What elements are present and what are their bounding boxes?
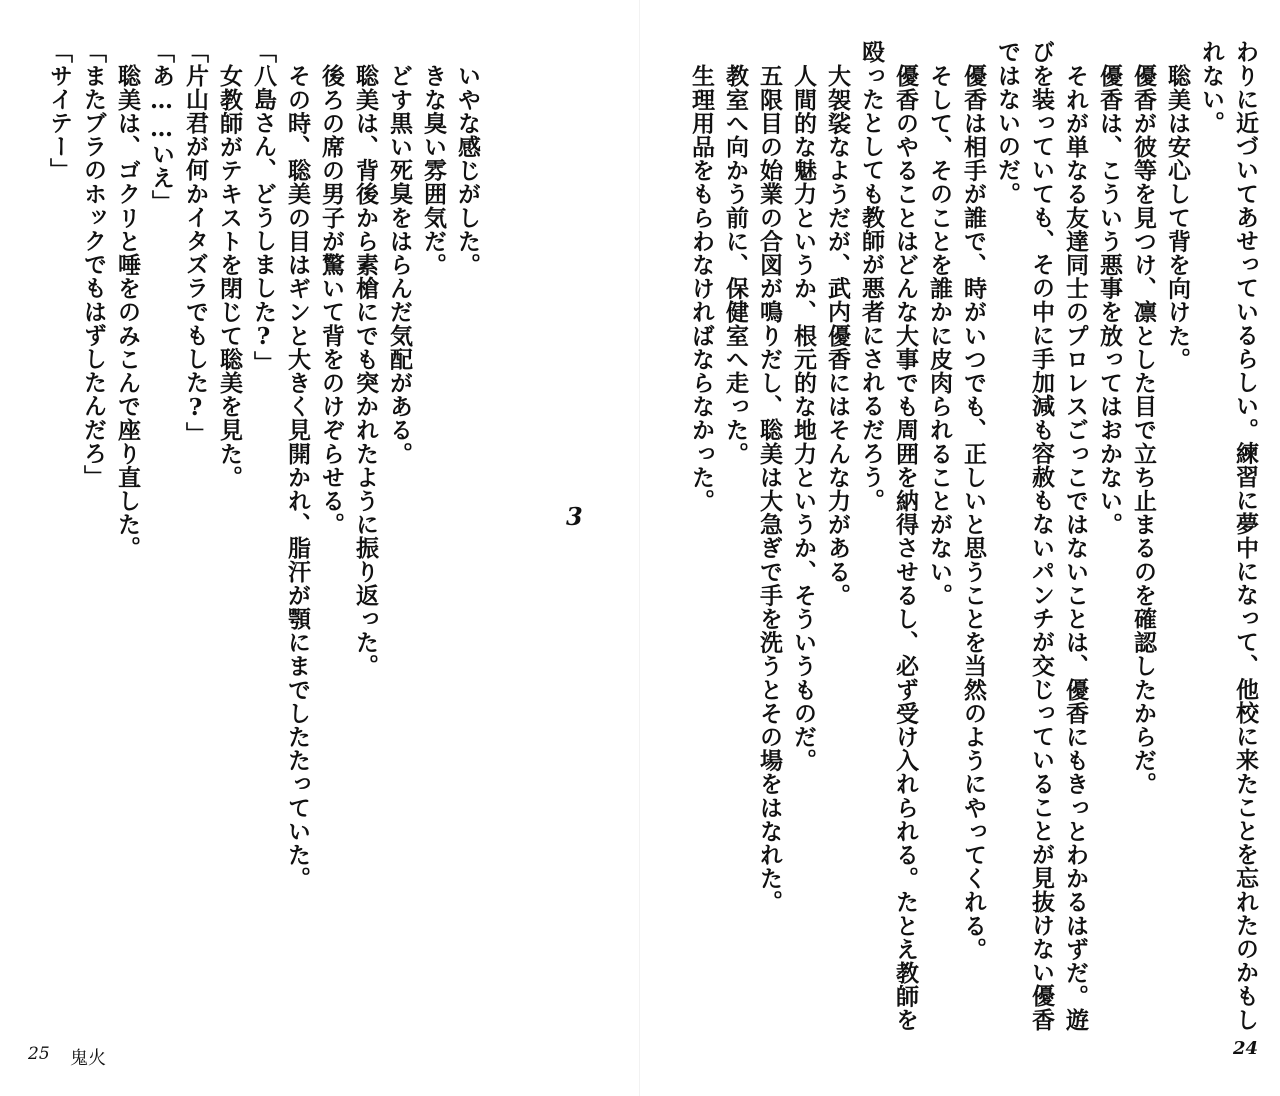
text-column: それが単なる友達同士のプロレスごっこではないことは、優香にもきっとわかるはずだ。遊	[1062, 64, 1089, 1032]
text-column: れない。	[1198, 40, 1225, 135]
dialogue-line: 「サイテー」	[46, 40, 73, 182]
text-column: びを装っていても、その中に手加減も容赦もないパンチが交じっていることが見抜けない優香	[1028, 40, 1055, 1032]
dialogue-line: 「あ……いえ」	[148, 40, 175, 214]
text-column: そして、そのことを誰かに皮肉られることがない。	[926, 64, 953, 607]
page-number-right: 24	[1233, 1038, 1259, 1059]
text-column: 大袈裟なようだが、武内優香にはそんな力がある。	[824, 64, 851, 607]
text-column: 五限目の始業の合図が鳴りだし、聡美は大急ぎで手を洗うとその場をはなれた。	[756, 64, 783, 914]
page-number-left: 25	[28, 1044, 50, 1064]
text-column: 生理用品をもらわなければならなかった。	[688, 64, 715, 513]
text-column: その時、聡美の目はギンと大きく見開かれ、脂汗が顎にまでしたたっていた。	[284, 64, 311, 890]
text-column: 後ろの席の男子が驚いて背をのけぞらせる。	[318, 64, 345, 536]
text-column: ではないのだ。	[994, 40, 1021, 206]
text-column: 人間的な魅力というか、根元的な地力というか、そういうものだ。	[790, 64, 817, 772]
text-column: 優香は、こういう悪事を放ってはおかない。	[1096, 64, 1123, 536]
text-column: 優香が彼等を見つけ、凛とした目で立ち止まるのを確認したからだ。	[1130, 64, 1157, 796]
running-head: 鬼火	[70, 1048, 106, 1069]
text-column: きな臭い雰囲気だ。	[420, 64, 447, 277]
text-column: 殴ったとしても教師が悪者にされるだろう。	[858, 40, 885, 512]
text-column: 優香のやることはどんな大事でも周囲を納得させるし、必ず受け入れられる。たとえ教師を	[892, 64, 919, 1032]
dialogue-line: 「片山君が何かイタズラでもした?」	[182, 40, 209, 446]
text-column: 女教師がテキストを閉じて聡美を見た。	[216, 64, 243, 489]
dialogue-line: 「八島さん、どうしました?」	[250, 40, 277, 375]
dialogue-line: 「またブラのホックでもはずしたんだろ」	[80, 40, 107, 489]
text-column: 聡美は安心して背を向けた。	[1164, 64, 1191, 371]
text-column: 優香は相手が誰で、時がいつでも、正しいと思うことを当然のようにやってくれる。	[960, 64, 987, 961]
page-gutter	[639, 0, 640, 1096]
text-column: わりに近づいてあせっているらしい。練習に夢中になって、他校に来たことを忘れたのかもし	[1232, 40, 1259, 1032]
text-column: 聡美は、ゴクリと唾をのみこんで座り直した。	[114, 64, 141, 560]
text-column: 教室へ向かう前に、保健室へ走った。	[722, 64, 749, 466]
chapter-number: 3	[566, 502, 583, 531]
text-column: 聡美は、背後から素槍にでも突かれたように振り返った。	[352, 64, 379, 678]
text-column: どす黒い死臭をはらんだ気配がある。	[386, 64, 413, 466]
text-column: いやな感じがした。	[454, 64, 481, 277]
